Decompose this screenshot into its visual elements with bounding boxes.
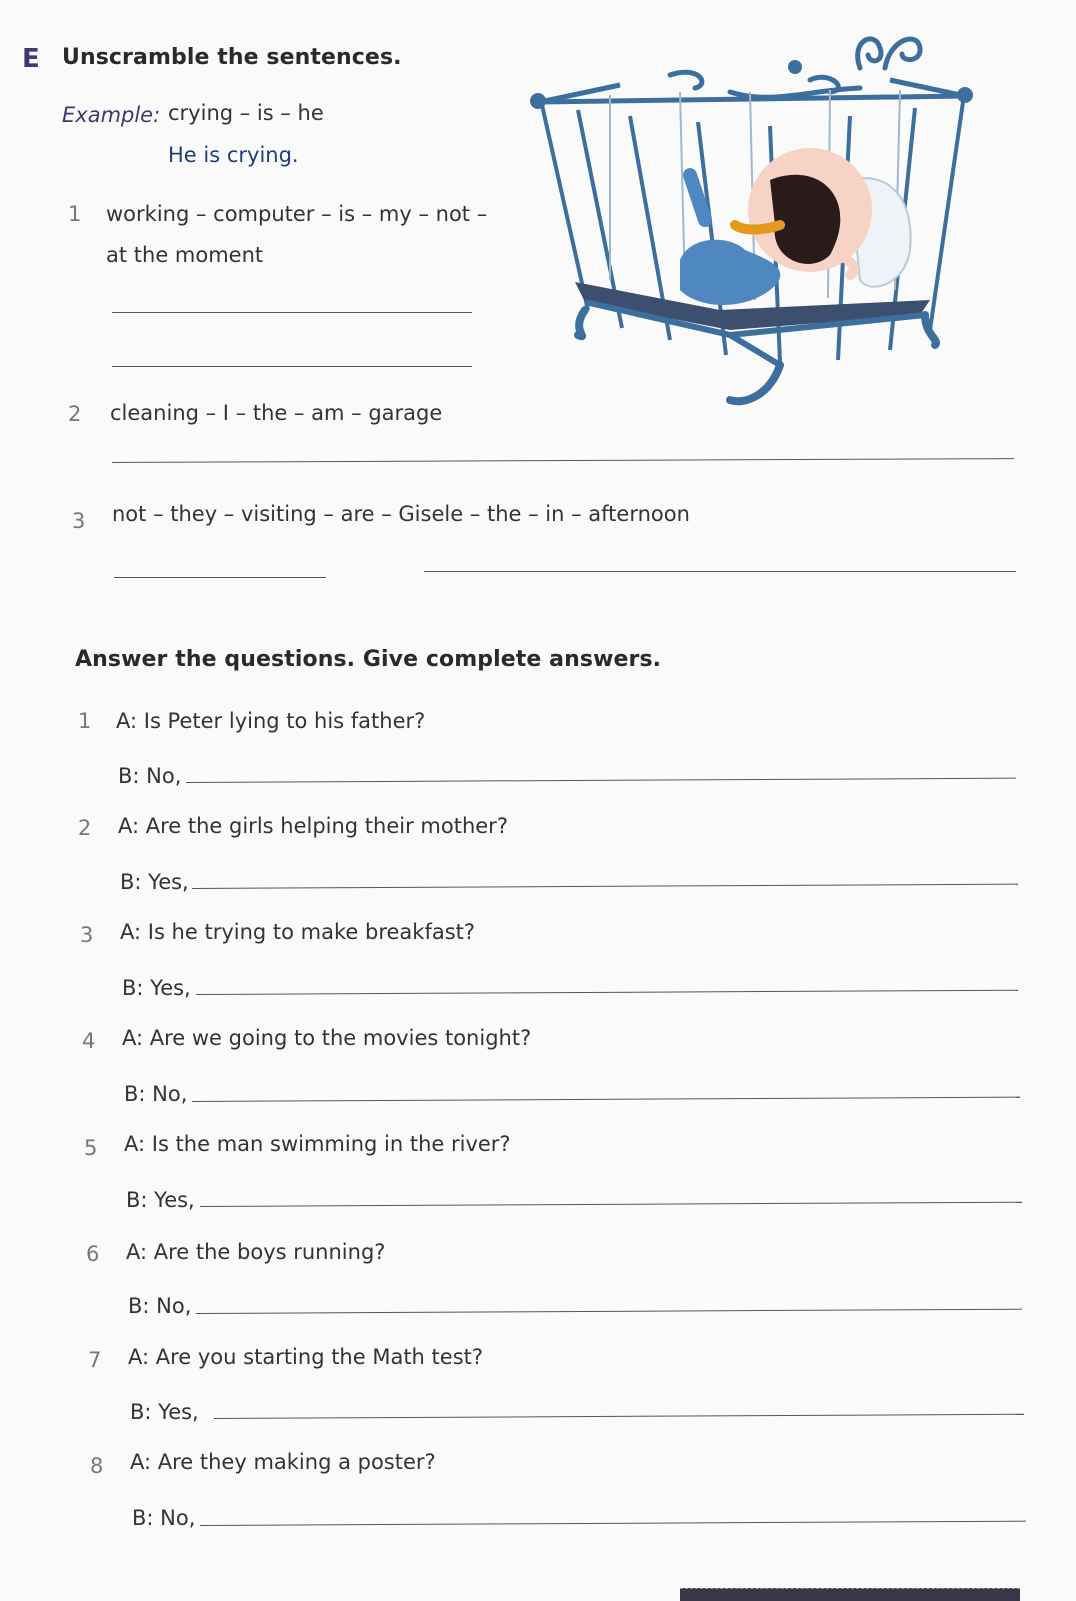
section-f-title: Answer the questions. Give complete answers.: [75, 647, 662, 672]
answer-start: B: Yes,: [122, 976, 191, 1000]
item-number: 6: [86, 1242, 100, 1266]
scrambled-words: cleaning – I – the – am – garage: [110, 401, 443, 425]
answer-line[interactable]: [214, 1414, 1024, 1419]
answer-start: B: No,: [128, 1294, 192, 1318]
answer-line[interactable]: [192, 1097, 1020, 1102]
answer-start: B: No,: [132, 1506, 196, 1530]
item-number: 3: [80, 923, 94, 947]
question-text: A: Is he trying to make breakfast?: [120, 920, 476, 944]
answer-line[interactable]: [192, 884, 1018, 889]
answer-line[interactable]: [196, 990, 1018, 995]
item-number: 5: [84, 1136, 98, 1160]
answer-start: B: No,: [124, 1082, 188, 1106]
answer-line[interactable]: [114, 577, 326, 578]
answer-line[interactable]: [112, 366, 472, 367]
question-text: A: Are we going to the movies tonight?: [122, 1026, 532, 1050]
example-label: Example:: [62, 103, 161, 127]
section-letter: E: [22, 44, 40, 74]
answer-start: B: No,: [118, 764, 182, 788]
item-number: 8: [90, 1454, 104, 1478]
item-number: 2: [68, 402, 82, 426]
scrambled-words: not – they – visiting – are – Gisele – the – in – afternoon: [112, 502, 690, 526]
scrambled-words-cont: at the moment: [106, 243, 264, 267]
item-number: 3: [72, 509, 86, 533]
question-text: A: Are the girls helping their mother?: [118, 814, 508, 838]
section-e-title: Unscramble the sentences.: [62, 45, 402, 70]
answer-start: B: Yes,: [120, 870, 189, 894]
question-text: A: Are you starting the Math test?: [128, 1345, 484, 1369]
question-text: A: Is Peter lying to his father?: [116, 709, 426, 733]
answer-start: B: Yes,: [130, 1400, 199, 1424]
question-text: A: Is the man swimming in the river?: [124, 1132, 511, 1156]
answer-line[interactable]: [424, 571, 1016, 572]
answer-line[interactable]: [200, 1202, 1022, 1207]
answer-start: B: Yes,: [126, 1188, 195, 1212]
crying-baby-crib-illustration: [530, 10, 1000, 410]
page-footer-bar: [680, 1588, 1020, 1601]
answer-line[interactable]: [186, 778, 1016, 783]
item-number: 4: [82, 1029, 96, 1053]
answer-line[interactable]: [112, 312, 472, 313]
question-text: A: Are the boys running?: [126, 1240, 386, 1264]
scrambled-words: working – computer – is – my – not –: [106, 202, 488, 226]
item-number: 1: [68, 202, 82, 226]
answer-line[interactable]: [112, 458, 1014, 463]
item-number: 2: [78, 816, 92, 840]
crib-knob: [788, 60, 802, 74]
item-number: 1: [78, 709, 92, 733]
example-answer: He is crying.: [168, 143, 299, 167]
answer-line[interactable]: [200, 1521, 1026, 1526]
question-text: A: Are they making a poster?: [130, 1450, 436, 1474]
item-number: 7: [88, 1348, 102, 1372]
example-words: crying – is – he: [168, 101, 324, 125]
answer-line[interactable]: [196, 1309, 1022, 1314]
